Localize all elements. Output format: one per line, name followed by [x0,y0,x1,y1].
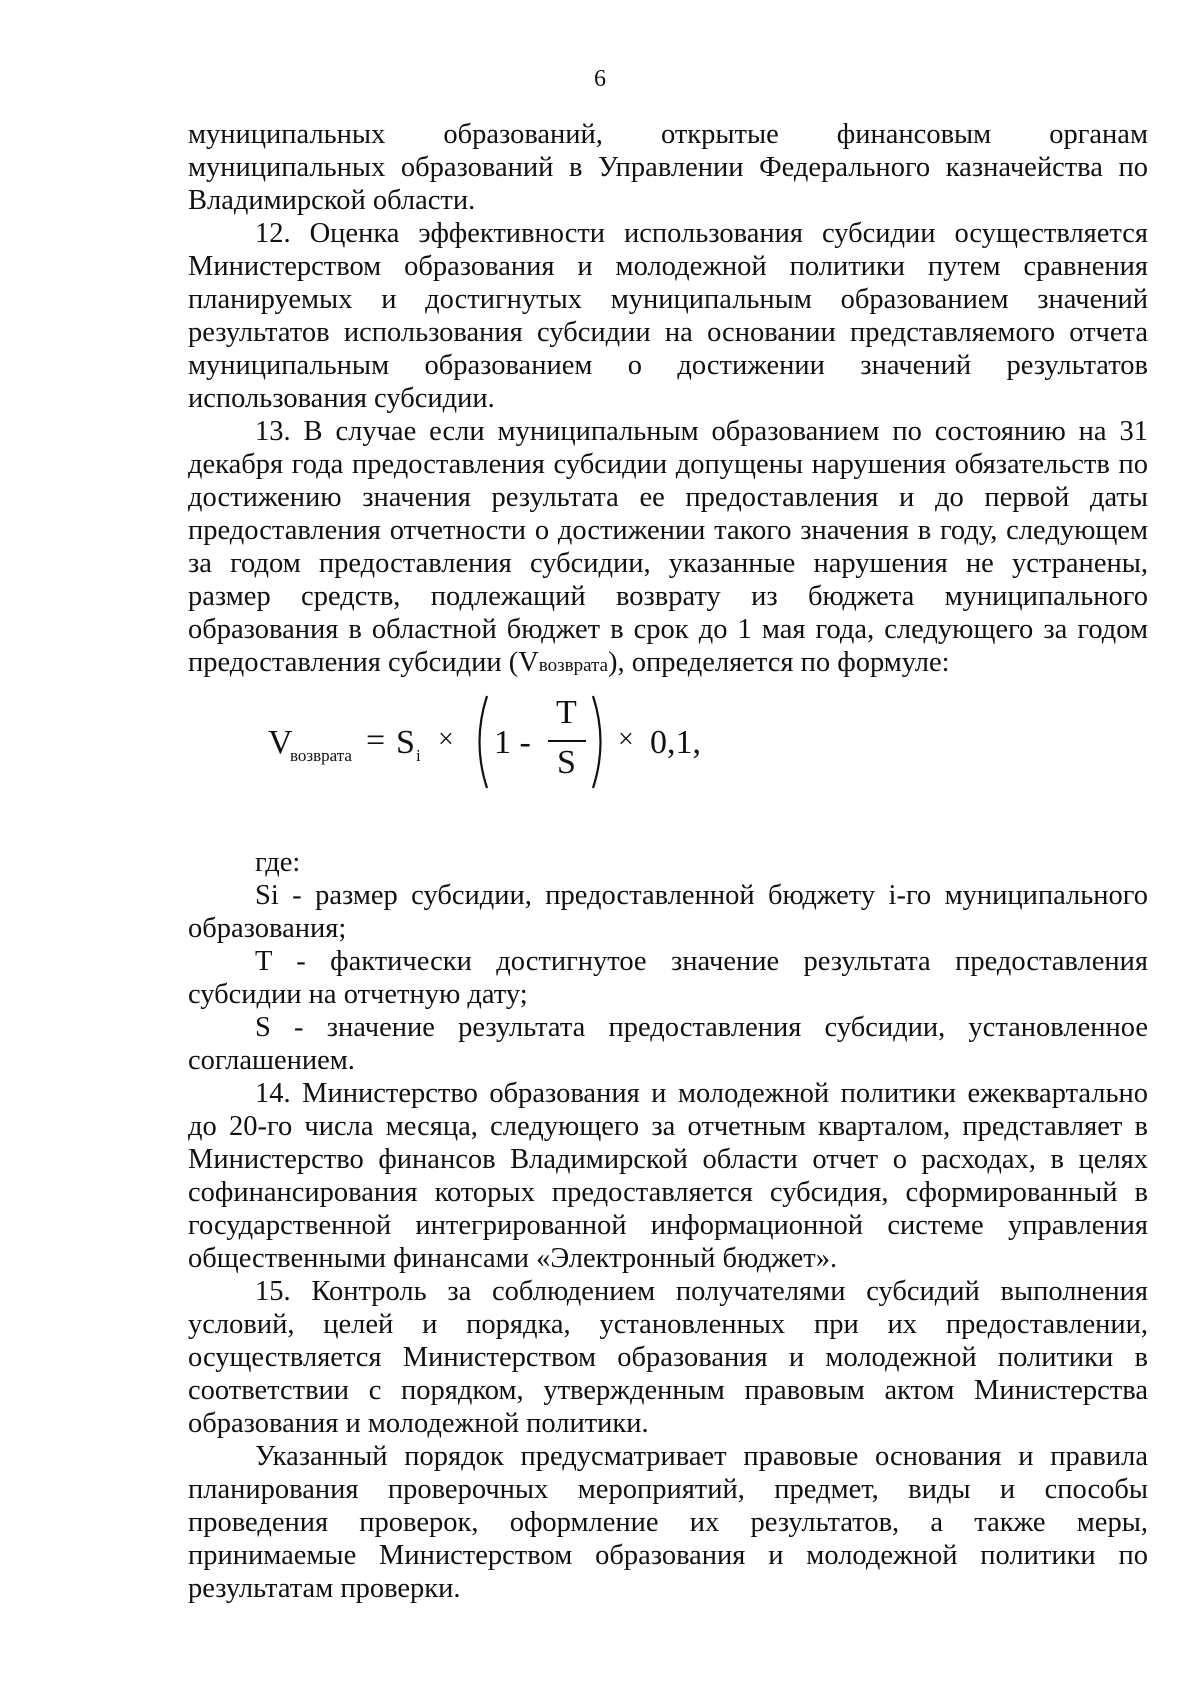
return-formula [268,694,788,820]
formula-factor: 0,1, [650,724,701,761]
left-paren [470,694,490,790]
formula-lhs: V [268,724,293,761]
paragraph-13-tail: ), определяется по формуле: [608,647,950,678]
definition-si: Si - размер субсидии, предоставленной бюджету i-го муниципального образования; [188,880,1148,944]
fraction-bar [548,740,586,742]
formula-numerator: T [556,694,577,731]
formula-times-1: × [438,724,454,755]
formula-denominator: S [557,744,576,781]
where-label: где: [255,847,301,878]
definition-s: S - значение результата предоставления субсидии, установленное соглашением. [188,1012,1148,1076]
formula-one-minus: 1 - [494,724,531,761]
paragraph-continued: муниципальных образований, открытые финансовым органам муниципальных образований в Управлении Федерального казначейства по Владимирской области. [188,119,1148,216]
paragraph-12: 12. Оценка эффективности использования субсидии осуществляется Министерством образования и молодежной политики путем сравнения планируемых и достигнутых муниципальным образованием значений результатов использования субсидии на основании представляемого отчета муниципальным образованием о достижении значений результатов использования субсидии. [188,218,1148,414]
inline-v-symbol: V [518,647,539,678]
paragraph-procedure: Указанный порядок предусматривает правовые основания и правила планирования проверочных мероприятий, предмет, виды и способы проведения проверок, оформление их результатов, а также меры, принимаемые Министерством образования и молодежной политики по результатам проверки. [188,1441,1148,1604]
paragraph-15: 15. Контроль за соблюдением получателями субсидий выполнения условий, целей и порядка, установленных при их предоставлении, осуществляется Министерством образования и молодежной политики в соответствии с порядком, утвержденным правовым актом Министерства образования и молодежной политики. [188,1276,1148,1439]
formula-equals: = [366,722,386,759]
paragraph-13-text: 13. В случае если муниципальным образованием по состоянию на 31 декабря года предоставления субсидии допущены нарушения обязательств по достижению значения результата ее предоставления и до первой даты предоставления отчетности о достижении такого значения в году, следующем за годом предоставления субсидии, указанные нарушения не устранены, размер средств, подлежащий возврату из бюджета муниципального образования в областной бюджет в срок до 1 мая года, следующего за годом предоставления субсидии ( [188,416,1148,678]
body-text-top [188,118,1148,682]
right-paren [590,694,610,790]
definition-t: T - фактически достигнутое значение результата предоставления субсидии на отчетную дату; [188,946,1148,1010]
page-number: 6 [594,66,606,92]
inline-v-subscript: возврата [538,655,609,676]
formula-times-2: × [618,724,634,755]
formula-s-subscript: i [416,746,421,765]
body-text-bottom [188,846,1148,1605]
formula-lhs-subscript: возврата [290,746,352,765]
paragraph-14: 14. Министерство образования и молодежной политики ежеквартально до 20-го числа месяца, следующего за отчетным кварталом, представляет в Министерство финансов Владимирской области отчет о расходах, в целях софинансирования которых предоставляется субсидия, сформированный в государственной интегрированной информационной системе управления общественными финансами «Электронный бюджет». [188,1078,1148,1274]
paragraph-13 [188,415,1148,682]
formula-s: S [396,724,415,761]
